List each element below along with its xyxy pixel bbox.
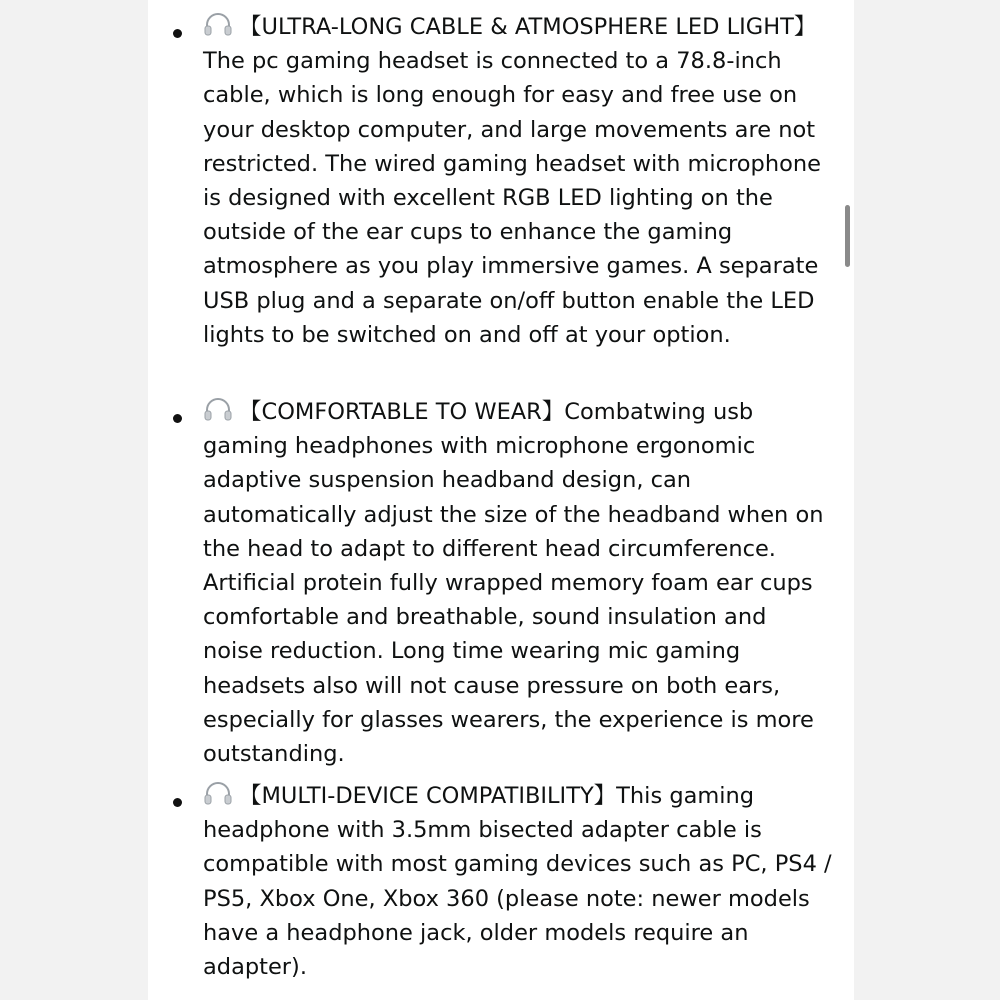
feature-bullet-text [203, 10, 833, 352]
feature-bullet-text [203, 779, 833, 984]
feature-bullet-text [203, 395, 833, 771]
scrollbar-thumb[interactable] [845, 205, 850, 267]
bullet-dot [173, 798, 182, 807]
bullet-dot [173, 29, 182, 38]
headphones-icon [203, 398, 233, 422]
bullet-dot [173, 414, 182, 423]
feature-bullet-content: 【MULTI-DEVICE COMPATIBILITY】This gaming headphone with 3.5mm bisected adapter cable is compatible with most gaming devices such as PC, PS4 / PS5, Xbox One, Xbox 360 (please note: newer models have a headphone jack, older models require an adapter). [203, 783, 832, 981]
product-description-panel [148, 0, 854, 1000]
feature-bullet-content: 【ULTRA-LONG CABLE & ATMOSPHERE LED LIGHT】The pc gaming headset is connected to a 78.8-inch cable, which is long enough for easy and free use on your desktop computer, and large movements are not restricted. The wired gaming headset with microphone is designed with excellent RGB LED lighting on the outside of the ear cups to enhance the gaming atmosphere as you play immersive games. A separate USB plug and a separate on/off button enable the LED lights to be switched on and off at your option. [203, 14, 821, 348]
feature-bullet-content: 【COMFORTABLE TO WEAR】Combatwing usb gaming headphones with microphone ergonomic adaptive suspension headband design, can automatically adjust the size of the headband when on the head to adapt to different head circumference. Artificial protein fully wrapped memory foam ear cups comfortable and breathable, sound insulation and noise reduction. Long time wearing mic gaming headsets also will not cause pressure on both ears, especially for glasses wearers, the experience is more outstanding. [203, 399, 824, 768]
headphones-icon [203, 13, 233, 37]
headphones-icon [203, 782, 233, 806]
